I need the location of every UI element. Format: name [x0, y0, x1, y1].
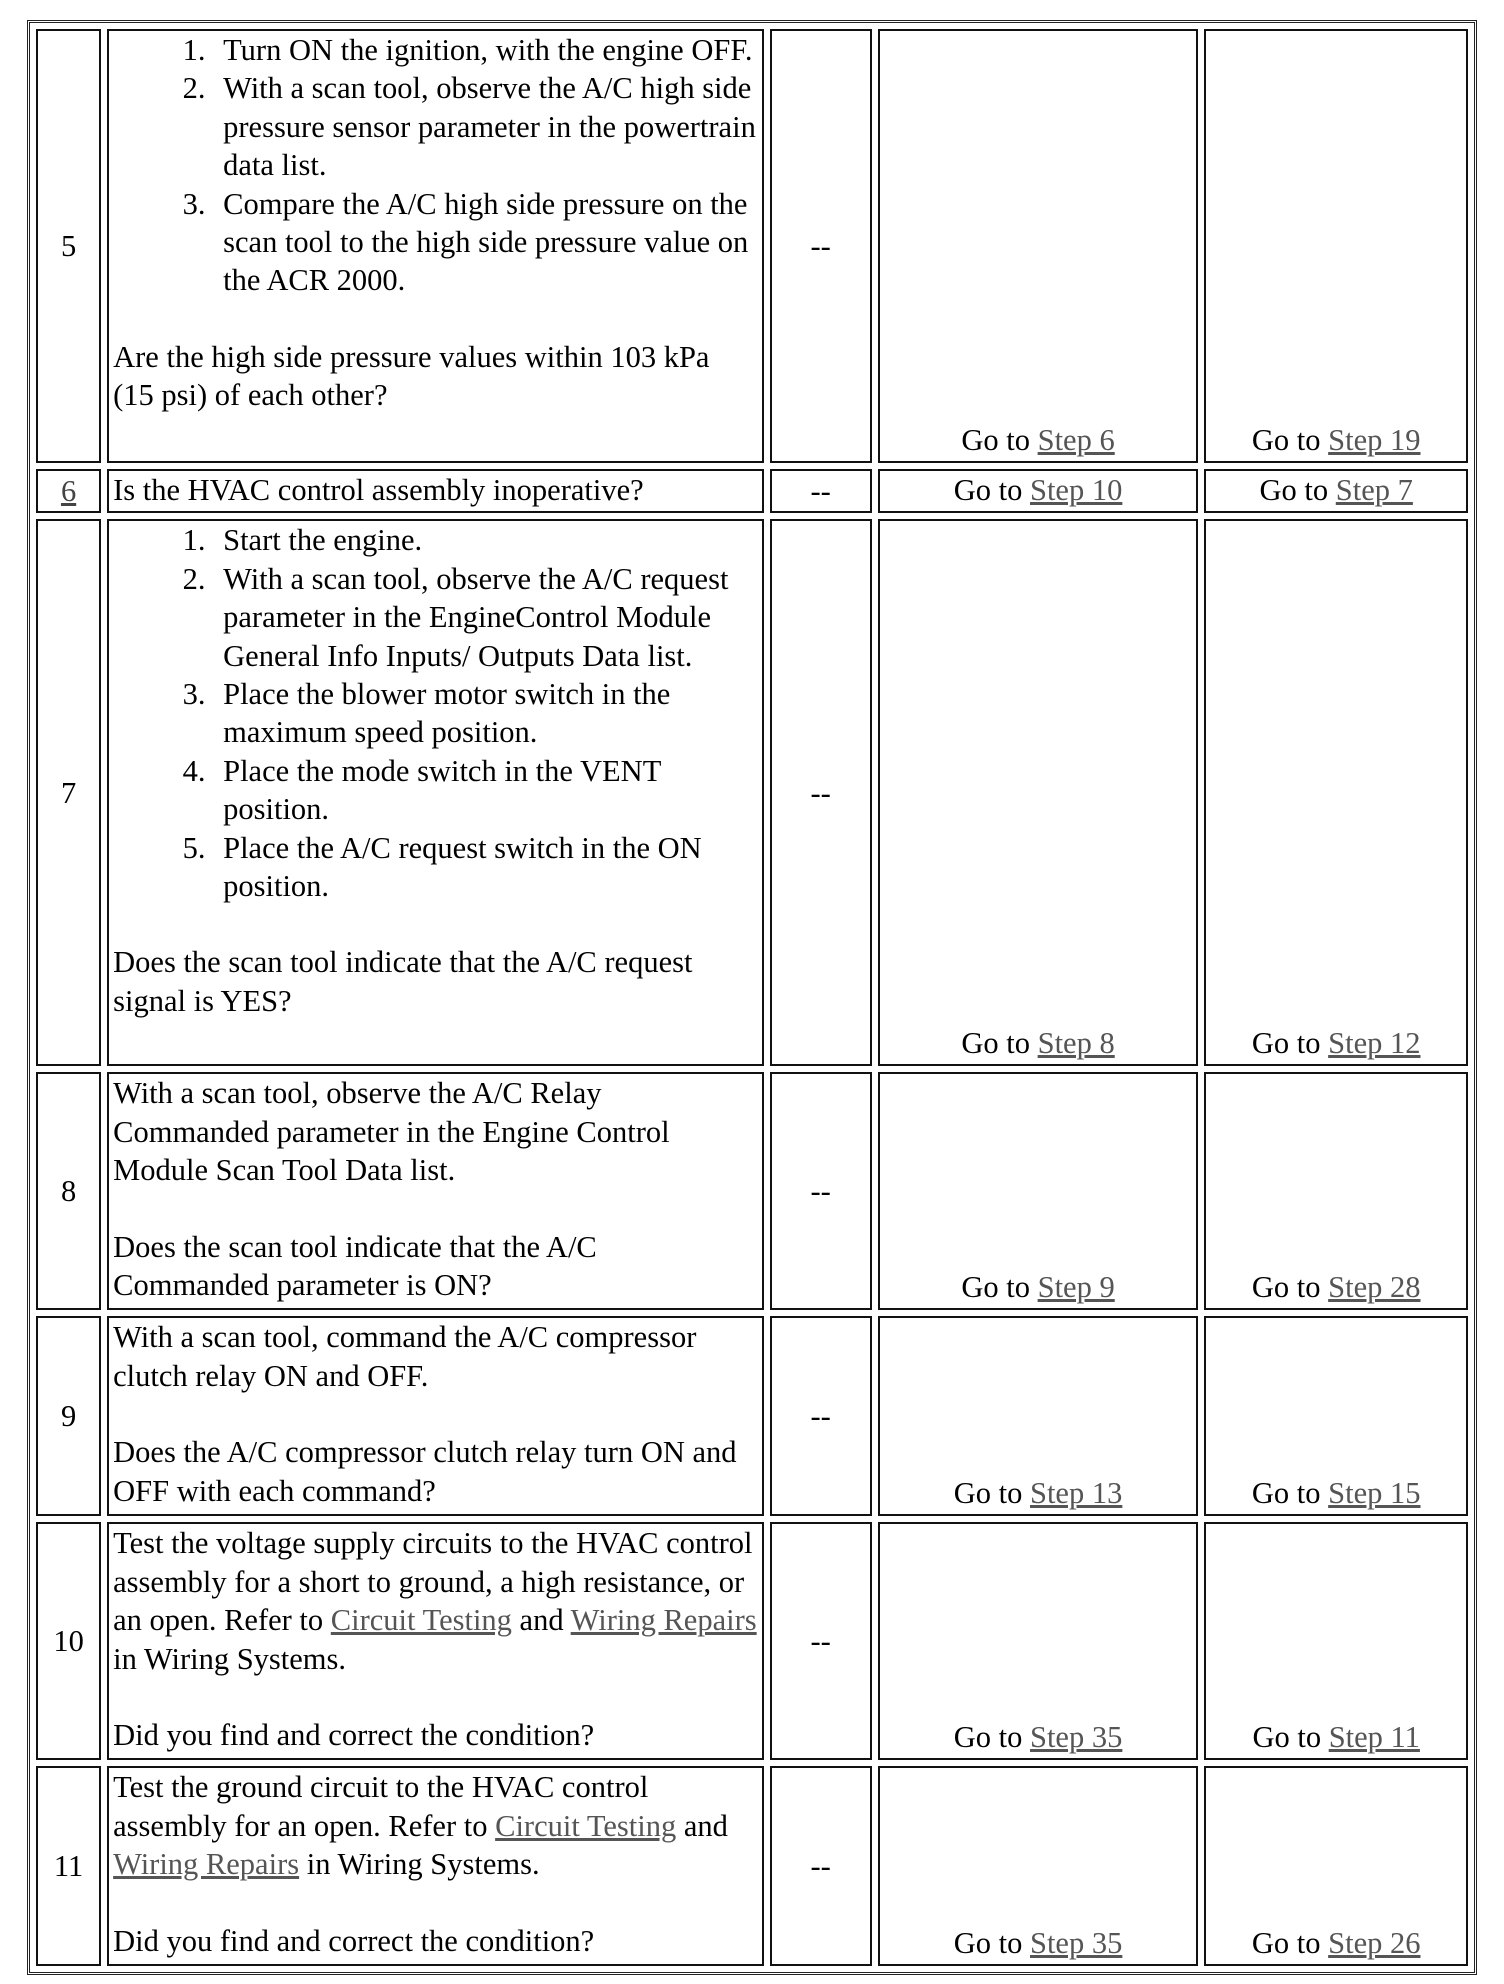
step-question: Does the A/C compressor clutch relay turn ON and OFF with each command? [113, 1435, 737, 1508]
no-action [1204, 1316, 1468, 1516]
step-description [107, 1316, 763, 1516]
step-link[interactable]: Step 19 [1328, 422, 1421, 457]
list-item: 1. Turn ON the ignition, with the engine OFF. [213, 31, 757, 69]
step-description [107, 1072, 763, 1310]
step-question: Did you find and correct the condition? [113, 1718, 595, 1753]
step-value: -- [770, 1766, 872, 1966]
list-item: 3. Place the blower motor switch in the maximum speed position. [213, 675, 757, 752]
table-row [36, 1072, 1468, 1310]
yes-action [878, 1072, 1199, 1310]
step-link[interactable]: Step 28 [1328, 1270, 1421, 1304]
table-row [36, 1522, 1468, 1760]
step-question: Does the scan tool indicate that the A/C request signal is YES? [113, 945, 693, 1018]
step-description [107, 519, 763, 1066]
yes-action [878, 469, 1199, 513]
no-action [1204, 469, 1468, 513]
table-row [36, 469, 1468, 513]
circuit-testing-link[interactable]: Circuit Testing [495, 1808, 677, 1843]
yes-action [878, 29, 1199, 463]
wiring-repairs-link[interactable]: Wiring Repairs [113, 1847, 300, 1882]
table-row [36, 1766, 1468, 1966]
instruction-text: and [676, 1808, 728, 1843]
yes-prefix: Go to [961, 422, 1038, 457]
step-description [107, 1766, 763, 1966]
step-instruction: With a scan tool, command the A/C compressor clutch relay ON and OFF. [113, 1320, 697, 1393]
step-link[interactable]: Step 6 [1037, 422, 1115, 457]
yes-action [878, 1316, 1199, 1516]
step-value: -- [770, 519, 872, 1066]
yes-prefix: Go to [953, 1476, 1030, 1510]
no-action [1204, 519, 1468, 1066]
step-number: 9 [36, 1316, 101, 1516]
step-value: -- [770, 1072, 872, 1310]
step-value: -- [770, 1522, 872, 1760]
yes-prefix: Go to [961, 1270, 1038, 1304]
table-row [36, 1316, 1468, 1516]
diagnostic-steps-table [27, 20, 1477, 1975]
step-link[interactable]: Step 12 [1328, 1026, 1421, 1060]
list-item: 1. Start the engine. [213, 521, 757, 559]
yes-prefix: Go to [953, 1926, 1030, 1960]
step-number [36, 469, 101, 513]
step-value: -- [770, 469, 872, 513]
list-item: 3. Compare the A/C high side pressure on the scan tool to the high side pressure value on the ACR 2000. [213, 185, 757, 300]
no-prefix: Go to [1251, 1270, 1329, 1304]
list-item: 2. With a scan tool, observe the A/C high side pressure sensor parameter in the powertrain data list. [213, 69, 757, 184]
step-number-link[interactable]: 6 [60, 474, 77, 508]
step-link[interactable]: Step 15 [1328, 1476, 1421, 1510]
wiring-repairs-link[interactable]: Wiring Repairs [570, 1603, 757, 1638]
step-number: 10 [36, 1522, 101, 1760]
step-link[interactable]: Step 8 [1037, 1026, 1115, 1060]
list-item: 2. With a scan tool, observe the A/C request parameter in the EngineControl Module General Info Inputs/ Outputs Data list. [213, 560, 757, 675]
step-value: -- [770, 1316, 872, 1516]
step-question: Is the HVAC control assembly inoperative? [107, 469, 763, 513]
list-item: 4. Place the mode switch in the VENT position. [213, 752, 757, 829]
step-link[interactable]: Step 26 [1328, 1926, 1421, 1960]
no-prefix: Go to [1251, 1926, 1329, 1960]
no-prefix: Go to [1252, 1720, 1329, 1754]
no-prefix: Go to [1251, 1476, 1329, 1510]
step-number: 11 [36, 1766, 101, 1966]
step-link[interactable]: Step 7 [1335, 473, 1413, 507]
instruction-text: Test the voltage supply circuits to the HVAC control assembly for a short to ground, a high resistance, or an open. Refer to [113, 1526, 753, 1638]
yes-prefix: Go to [953, 1720, 1030, 1754]
yes-prefix: Go to [953, 473, 1030, 507]
list-item: 5. Place the A/C request switch in the ON position. [213, 829, 757, 906]
step-instruction [113, 1524, 757, 1678]
instruction-text: in Wiring Systems. [113, 1641, 347, 1676]
yes-prefix: Go to [961, 1026, 1038, 1060]
instruction-text: Test the ground circuit to the HVAC control assembly for an open. Refer to [113, 1770, 649, 1843]
step-question: Did you find and correct the condition? [113, 1923, 595, 1958]
no-action [1204, 29, 1468, 463]
instruction-text: and [511, 1603, 571, 1638]
step-value: -- [770, 29, 872, 463]
step-number: 5 [36, 29, 101, 463]
step-number: 8 [36, 1072, 101, 1310]
step-instructions-list [113, 31, 757, 300]
step-link[interactable]: Step 10 [1030, 473, 1123, 507]
step-link[interactable]: Step 11 [1328, 1720, 1420, 1754]
step-link[interactable]: Step 35 [1030, 1926, 1123, 1960]
step-number: 7 [36, 519, 101, 1066]
table-row [36, 29, 1468, 463]
step-link[interactable]: Step 35 [1030, 1720, 1123, 1754]
step-instruction [113, 1768, 757, 1883]
step-question: Does the scan tool indicate that the A/C Commanded parameter is ON? [113, 1229, 597, 1303]
yes-action [878, 1766, 1199, 1966]
instruction-text: in Wiring Systems. [299, 1847, 540, 1882]
yes-action [878, 1522, 1199, 1760]
no-prefix: Go to [1251, 1026, 1329, 1060]
step-link[interactable]: Step 13 [1030, 1476, 1123, 1510]
no-action [1204, 1766, 1468, 1966]
no-action [1204, 1522, 1468, 1760]
step-link[interactable]: Step 9 [1037, 1270, 1115, 1304]
no-prefix: Go to [1259, 473, 1336, 507]
step-instruction: With a scan tool, observe the A/C Relay Commanded parameter in the Engine Control Module Scan Tool Data list. [113, 1076, 670, 1188]
circuit-testing-link[interactable]: Circuit Testing [330, 1603, 512, 1638]
step-description [107, 29, 763, 463]
step-description [107, 1522, 763, 1760]
no-action [1204, 1072, 1468, 1310]
yes-action [878, 519, 1199, 1066]
table-row [36, 519, 1468, 1066]
step-question: Are the high side pressure values within 103 kPa (15 psi) of each other? [113, 339, 710, 413]
step-instructions-list [113, 521, 757, 905]
no-prefix: Go to [1251, 422, 1329, 457]
